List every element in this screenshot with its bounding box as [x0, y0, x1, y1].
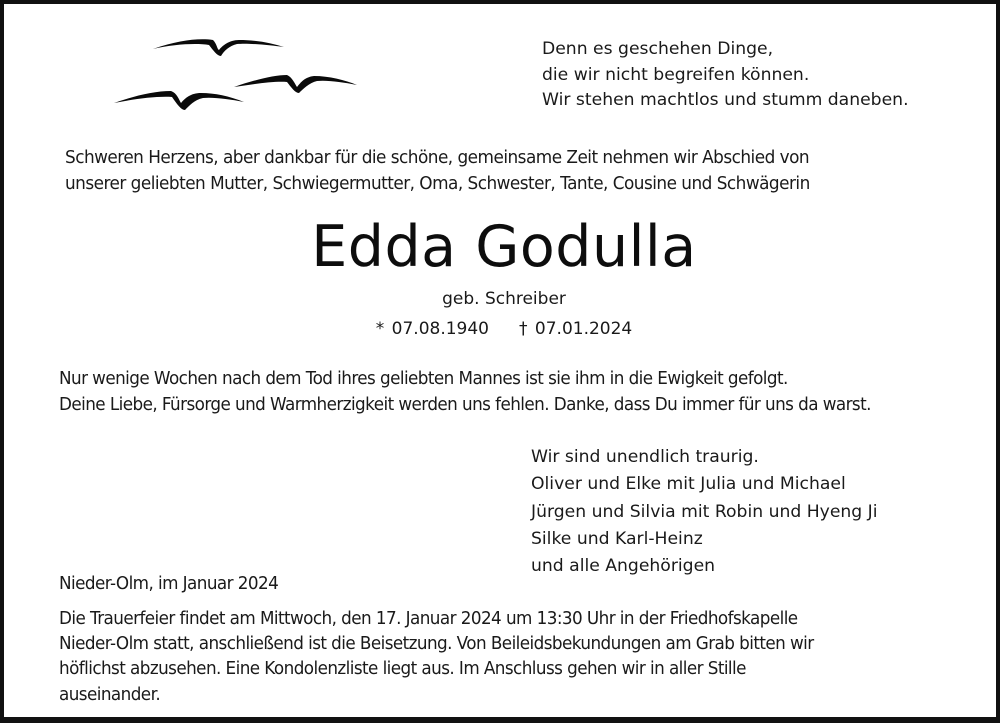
deceased-name: Edda Godulla: [311, 214, 697, 280]
funeral-service-info: [59, 607, 814, 708]
poem-quote: [542, 37, 909, 114]
quote-line: Denn es geschehen Dinge,: [542, 39, 774, 59]
intro-line: Schweren Herzens, aber dankbar für die schöne, gemeinsame Zeit nehmen wir Abschied von: [65, 148, 810, 168]
quote-line: Wir stehen machtlos und stumm daneben.: [542, 90, 909, 111]
death-date: † 07.01.2024: [519, 319, 633, 339]
quote-line: die wir nicht begreifen können.: [542, 64, 810, 85]
mourners-list: [531, 444, 878, 580]
birth-date: * 07.08.1940: [375, 319, 489, 339]
mourner-line: Wir sind unendlich traurig.: [531, 447, 759, 467]
maiden-name: geb. Schreiber: [442, 289, 566, 309]
life-dates: [4, 317, 1000, 341]
message-line: Nur wenige Wochen nach dem Tod ihres geliebten Mannes ist sie ihm in die Ewigkeit gefolgt.: [59, 369, 788, 389]
intro-line: unserer geliebten Mutter, Schwiegermutter, Oma, Schwester, Tante, Cousine und Schwägerin: [65, 174, 810, 194]
mourner-line: Oliver und Elke mit Julia und Michael: [531, 474, 846, 495]
memorial-message: [59, 366, 871, 418]
message-line: Deine Liebe, Fürsorge und Warmherzigkeit werden uns fehlen. Danke, dass Du immer für uns da warst.: [59, 395, 871, 415]
mourner-line: Silke und Karl-Heinz: [531, 528, 703, 549]
flying-birds-icon: [109, 32, 369, 117]
intro-text: [65, 145, 810, 197]
mourner-line: und alle Angehörigen: [531, 556, 716, 577]
place-and-date: Nieder-Olm, im Januar 2024: [59, 574, 279, 594]
service-line: höflichst abzusehen. Eine Kondolenzliste liegt aus. Im Anschluss gehen wir in aller Stille: [59, 659, 746, 680]
service-line: Die Trauerfeier findet am Mittwoch, den 17. Januar 2024 um 13:30 Uhr in der Friedhofskapelle: [59, 609, 798, 629]
service-line: Nieder-Olm statt, anschließend ist die Beisetzung. Von Beileidsbekundungen am Grab bitten wir: [59, 634, 814, 655]
mourner-line: Jürgen und Silvia mit Robin und Hyeng Ji: [531, 501, 878, 522]
service-line: auseinander.: [59, 684, 161, 705]
